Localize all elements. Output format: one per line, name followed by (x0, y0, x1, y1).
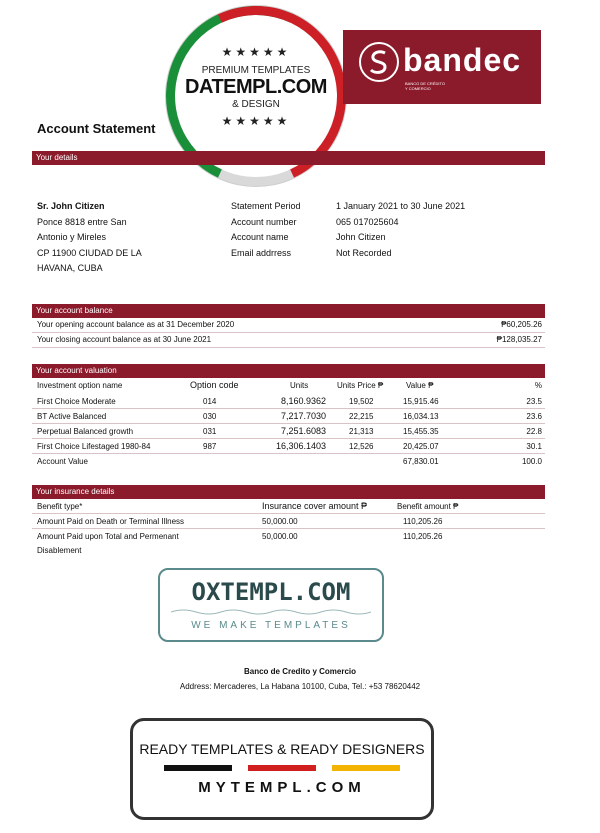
table-row-value: 16,034.13 (403, 412, 439, 421)
mytempl-name: MYTEMPL.COM (198, 779, 366, 796)
opening-balance-value: ₱60,205.26 (501, 320, 542, 329)
table-row-code: 031 (203, 427, 217, 436)
field-label-email: Email addrress (231, 247, 292, 258)
table-row-price: 21,313 (349, 427, 374, 436)
insurance-row-benefit: 110,205.26 (403, 517, 443, 526)
table-row-code: 987 (203, 442, 217, 451)
table-row-price: 19,502 (349, 397, 374, 406)
table-row-percent: 23.6 (526, 412, 542, 421)
seal-line-premium: PREMIUM TEMPLATES (201, 65, 311, 76)
table-row-name: Perpetual Balanced growth (37, 427, 134, 436)
stripe-yellow (332, 765, 400, 771)
table-row-units: 7,251.6083 (280, 426, 326, 436)
field-value-account-number: 065 017025604 (336, 216, 399, 227)
seal-line-design: & DESIGN (232, 99, 280, 110)
col-header-units: Units (290, 381, 309, 390)
col-header-option-code: Option code (190, 380, 239, 390)
footer-bank-name: Banco de Credito y Comercio (243, 667, 357, 676)
table-row-price: 22,215 (349, 412, 374, 421)
oxtempl-badge (158, 568, 384, 642)
stripe-black (164, 765, 232, 771)
insurance-row-type: Amount Paid on Death or Terminal Illness (37, 517, 185, 526)
table-row-percent: 23.5 (526, 397, 542, 406)
col-header-percent: % (534, 381, 542, 390)
address-line: HAVANA, CUBA (37, 263, 103, 273)
field-label-account-name: Account name (231, 232, 289, 242)
divider (32, 423, 545, 424)
statement-field-values (336, 199, 465, 261)
divider (32, 528, 545, 529)
col-header-unit-price: Units Price ₱ (337, 381, 384, 390)
divider (32, 513, 545, 514)
opening-balance-label: Your opening account balance as at 31 December 2020 (37, 320, 235, 329)
field-value-account-name: John Citizen (336, 232, 386, 242)
field-label-account-number: Account number (231, 216, 297, 227)
table-row-price: 12,526 (349, 442, 374, 451)
section-header-details: Your details (32, 151, 545, 165)
table-row-value: 20,425.07 (403, 442, 439, 451)
address-line: Antonio y Mireles (37, 232, 107, 242)
footer-address: Address: Mercaderes, La Habana 10100, Cuba, Tel.: +53 78620442 (179, 682, 421, 691)
col-header-value: Value ₱ (406, 381, 434, 390)
statement-field-labels (231, 199, 301, 261)
table-row-name: First Choice Lifestaged 1980-84 (37, 442, 151, 451)
mytempl-title: READY TEMPLATES & READY DESIGNERS (139, 741, 425, 757)
wave-icon (171, 608, 371, 616)
customer-name: Sr. John Citizen (37, 201, 105, 211)
seal-stars-bottom: ★★★★★ (221, 114, 291, 128)
stripe-red (248, 765, 316, 771)
table-row-units: 7,217.7030 (280, 411, 326, 421)
table-row-percent: 30.1 (526, 442, 542, 451)
table-row-units: 16,306.1403 (275, 441, 326, 451)
divider (32, 408, 545, 409)
divider (32, 332, 545, 333)
section-header-insurance: Your insurance details (32, 485, 545, 499)
flag-stripes (164, 765, 400, 771)
oxtempl-subtitle: WE MAKE TEMPLATES (191, 620, 351, 631)
divider (32, 438, 545, 439)
field-label-period: Statement Period (231, 201, 301, 211)
section-header-valuation: Your account valuation (32, 364, 545, 378)
oxtempl-title: OXTEMPL.COM (191, 578, 351, 606)
closing-balance-label: Your closing account balance as at 30 June 2021 (37, 335, 212, 344)
divider (32, 453, 545, 454)
section-header-balance: Your account balance (32, 304, 545, 318)
divider (32, 347, 545, 348)
bank-logo-name: bandec (403, 42, 522, 78)
table-row-value: 15,455.35 (403, 427, 439, 436)
insurance-row-type: Amount Paid upon Total and Permenant (37, 532, 179, 541)
customer-address (37, 199, 142, 277)
insurance-row-benefit: 110,205.26 (403, 532, 443, 541)
field-value-email: Not Recorded (336, 247, 392, 258)
page-title: Account Statement (37, 121, 156, 136)
bank-logo-subtitle (405, 81, 445, 91)
table-row-percent: 22.8 (526, 427, 542, 436)
bank-logo-icon (359, 42, 399, 82)
table-row-name: First Choice Moderate (37, 397, 116, 406)
table-row-code: 014 (203, 397, 217, 406)
bank-logo (343, 30, 541, 104)
address-line: CP 11900 CIUDAD DE LA (37, 247, 142, 258)
insurance-row-type-cont: Disablement (37, 546, 82, 555)
table-row-code: 030 (203, 412, 217, 421)
address-line: Ponce 8818 entre San (37, 216, 127, 227)
seal-stars-top: ★★★★★ (221, 45, 291, 59)
table-row-units: 8,160.9362 (280, 396, 326, 406)
account-value-label: Account Value (37, 457, 88, 466)
table-row-name: BT Active Balanced (37, 412, 107, 421)
insurance-row-cover: 50,000.00 (262, 517, 298, 526)
bank-logo-sub1: BANCO DE CRÉDITO (405, 81, 445, 86)
col-header-cover: Insurance cover amount ₱ (262, 501, 368, 511)
closing-balance-value: ₱128,035.27 (496, 335, 542, 344)
col-header-benefit-type: Benefit type* (37, 502, 83, 511)
account-value-percent: 100.0 (521, 457, 542, 466)
seal-line-datempl: DATEMPL.COM (185, 76, 327, 98)
bank-logo-sub2: Y COMERCIO (405, 86, 431, 91)
col-header-benefit-amount: Benefit amount ₱ (397, 502, 459, 511)
field-value-period: 1 January 2021 to 30 June 2021 (336, 201, 466, 211)
account-value-total: 67,830.01 (403, 457, 439, 466)
mytempl-badge (130, 718, 434, 820)
table-row-value: 15,915.46 (403, 397, 439, 406)
col-header-investment: Investment option name (37, 381, 123, 390)
insurance-row-cover: 50,000.00 (262, 532, 298, 541)
